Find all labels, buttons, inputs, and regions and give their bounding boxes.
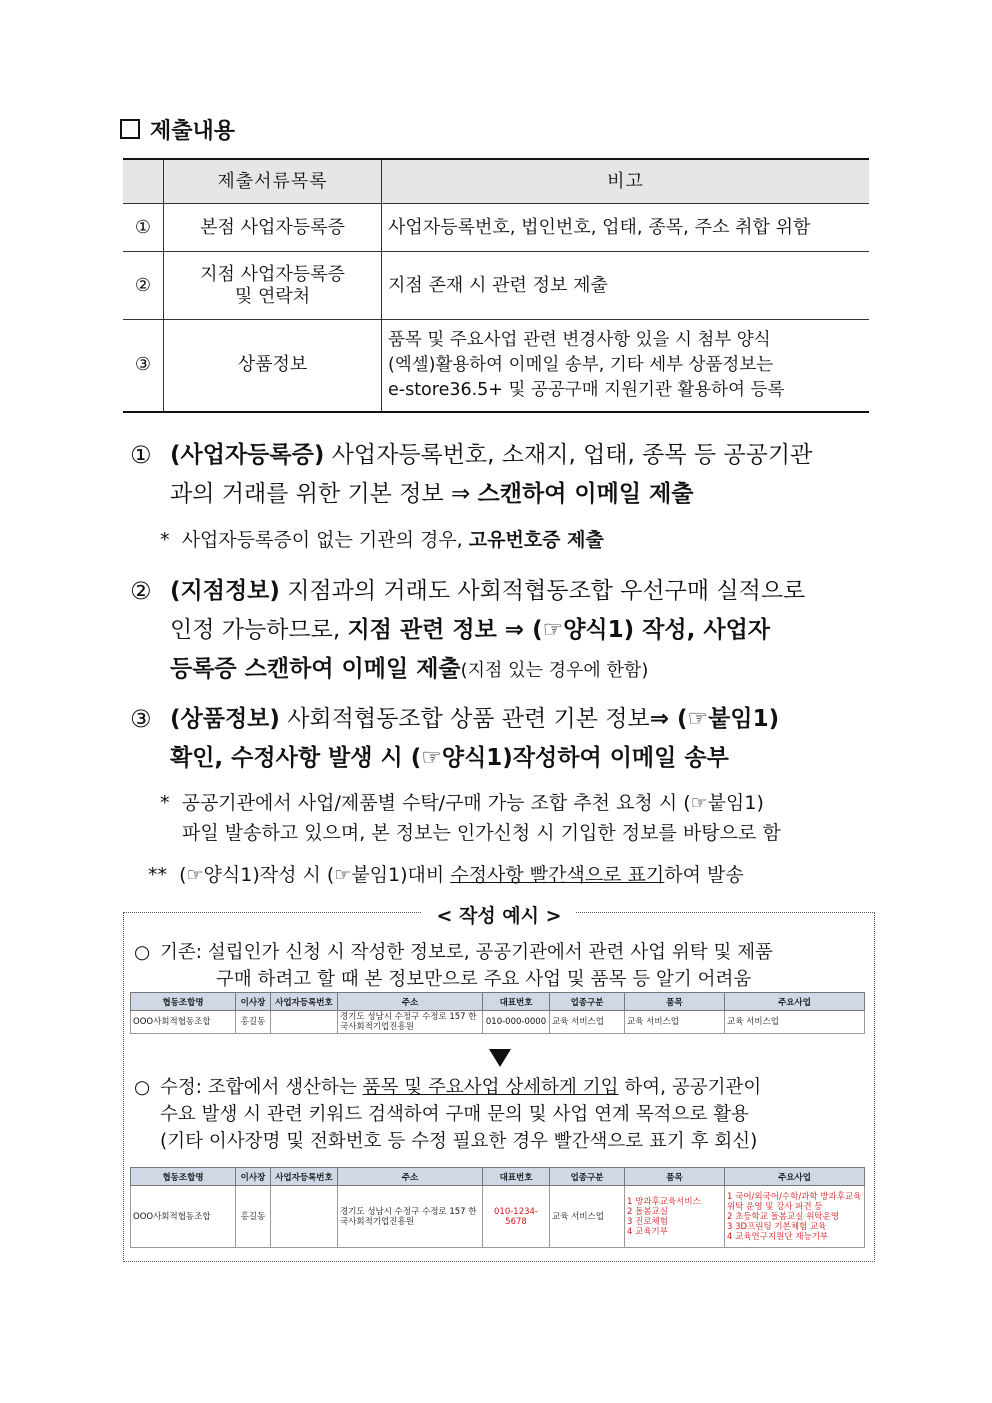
cell: 010-000-0000 xyxy=(483,1011,550,1034)
mini-header-row xyxy=(131,993,865,1011)
item-number: ① xyxy=(130,441,152,469)
bullet: ○ xyxy=(134,1077,151,1098)
checkbox-square-icon xyxy=(120,119,140,139)
col-header: 업종구분 xyxy=(550,1168,625,1186)
header-num xyxy=(123,159,164,204)
item-text: 과의 거래를 위한 기본 정보 ⇒ xyxy=(170,481,471,507)
section-title-text: 제출내용 xyxy=(150,119,236,144)
note-line xyxy=(160,788,875,818)
item-line xyxy=(170,611,875,650)
cell: 교육 서비스업 xyxy=(625,1011,725,1034)
item-line xyxy=(170,700,875,739)
example-line: (기타 이사장명 및 전화번호 등 수정 필요한 경우 빨간색으로 표기 후 회신) xyxy=(160,1131,758,1152)
item-small: (지점 있는 경우에 한함) xyxy=(460,660,649,681)
table-row xyxy=(123,320,869,412)
cell-line: 2 돌봄교실 xyxy=(627,1206,668,1217)
example-header xyxy=(124,901,874,928)
item-line xyxy=(170,436,875,475)
item-line xyxy=(170,572,875,611)
row-note-line: 품목 및 주요사업 관련 변경사항 있을 시 첨부 양식 xyxy=(388,329,771,350)
col-header: 주요사업 xyxy=(725,993,865,1011)
col-header: 협동조합명 xyxy=(131,1168,236,1186)
cell-items xyxy=(625,1186,725,1248)
note-mark: * xyxy=(160,529,170,551)
example-line: 수요 발생 시 관련 키워드 검색하여 구매 문의 및 사업 연계 목적으로 활용 xyxy=(160,1104,749,1125)
item-1 xyxy=(130,436,875,514)
item-bold: 스캔하여 이메일 제출 xyxy=(477,481,694,507)
example-before xyxy=(134,939,864,993)
item-text: 지점과의 거래도 사회적협동조합 우선구매 실적으로 xyxy=(287,578,806,604)
row-num: ② xyxy=(123,252,164,320)
section-title xyxy=(120,114,235,145)
cell: 홍길동 xyxy=(236,1011,271,1034)
cell xyxy=(271,1011,338,1034)
down-arrow-icon xyxy=(489,1049,511,1067)
bullet: ○ xyxy=(134,942,151,963)
row-note: 지점 존재 시 관련 정보 제출 xyxy=(382,252,870,320)
note xyxy=(148,860,744,890)
note-mark: * xyxy=(160,792,170,814)
cell: 경기도 성남시 수정구 수정로 157 한국사회적기업진흥원 xyxy=(338,1011,483,1034)
row-num: ① xyxy=(123,204,164,252)
row-note-line: e-store36.5+ 및 공공구매 지원기관 활용하여 등록 xyxy=(388,379,785,400)
row-doc xyxy=(164,252,382,320)
mini-header-row xyxy=(131,1168,865,1186)
item-bold: 지점 관련 정보 ⇒ (☞양식1) 작성, 사업자 xyxy=(347,617,771,643)
table-row xyxy=(123,252,869,320)
col-header: 업종구분 xyxy=(550,993,625,1011)
example-after xyxy=(134,1074,864,1155)
note-underlined: 수정사항 빨간색으로 표기 xyxy=(450,864,665,886)
example-text: 하여, 공공기관이 xyxy=(624,1077,762,1098)
col-header: 주요사업 xyxy=(725,1168,865,1186)
col-header: 주소 xyxy=(338,993,483,1011)
col-header: 대표번호 xyxy=(483,993,550,1011)
item-number: ② xyxy=(130,577,152,605)
note-text: 사업자등록증이 없는 기관의 경우, xyxy=(181,529,463,551)
row-note: 사업자등록번호, 법인번호, 업태, 종목, 주소 취합 위함 xyxy=(382,204,870,252)
item-line xyxy=(170,739,875,778)
cell: 교육 서비스업 xyxy=(725,1011,865,1034)
note-text: 하여 발송 xyxy=(664,864,744,886)
cell-line: 3 3D프린팅 기본체험 교육 xyxy=(727,1221,827,1232)
cell-line: 3 진로체험 xyxy=(627,1216,668,1227)
cell-red: 010-1234-5678 xyxy=(483,1186,550,1248)
after-table xyxy=(130,1167,865,1248)
example-box xyxy=(123,905,875,1262)
item-line xyxy=(170,475,875,514)
col-header: 이사장 xyxy=(236,1168,271,1186)
item-text: 사회적협동조합 상품 관련 기본 정보 xyxy=(287,706,650,732)
item-text: 인정 가능하므로, xyxy=(170,617,341,643)
col-header: 품목 xyxy=(625,993,725,1011)
row-doc-line: 및 연락처 xyxy=(234,285,311,307)
cell xyxy=(271,1186,338,1248)
row-note xyxy=(382,320,870,412)
row-note-line: (엑셀)활용하여 이메일 송부, 기타 세부 상품정보는 xyxy=(388,354,774,375)
col-header: 주소 xyxy=(338,1168,483,1186)
example-line xyxy=(160,1074,864,1101)
before-table xyxy=(130,992,865,1034)
item-bold: 확인, 수정사항 발생 시 (☞양식1)작성하여 이메일 송부 xyxy=(170,745,729,771)
item-2 xyxy=(130,572,875,690)
table-row xyxy=(131,1186,865,1248)
cell: 경기도 성남시 수정구 수정로 157 한국사회적기업진흥원 xyxy=(338,1186,483,1248)
row-doc: 상품정보 xyxy=(164,320,382,412)
col-header: 이사장 xyxy=(236,993,271,1011)
row-doc: 본점 사업자등록증 xyxy=(164,204,382,252)
cell-line: 4 교육연구지원단 재능기부 xyxy=(727,1231,829,1242)
header-note: 비고 xyxy=(382,159,870,204)
item-text: 사업자등록번호, 소재지, 업태, 종목 등 공공기관 xyxy=(331,442,813,468)
item-line xyxy=(170,650,875,690)
note-text: 파일 발송하고 있으며, 본 정보는 인가신청 시 기입한 정보를 바탕으로 함 xyxy=(182,822,781,844)
item-title: (상품정보) xyxy=(170,706,280,732)
submission-table xyxy=(123,158,869,413)
cell-line: 2 초등학교 돌봄교실 위탁운영 xyxy=(727,1211,840,1222)
col-header: 품목 xyxy=(625,1168,725,1186)
cell-line: 1 방과후교육서비스 xyxy=(627,1196,701,1207)
note-text: (☞양식1)작성 시 (☞붙임1)대비 xyxy=(179,864,445,886)
example-text: 수정: 조합에서 생산하는 xyxy=(160,1077,357,1098)
example-line: 구매 하려고 할 때 본 정보만으로 주요 사업 및 품목 등 알기 어려움 xyxy=(216,969,752,990)
item-3 xyxy=(130,700,875,778)
note-mark: ** xyxy=(148,864,167,886)
item-bold: 등록증 스캔하여 이메일 제출 xyxy=(170,656,461,682)
col-header: 협동조합명 xyxy=(131,993,236,1011)
note xyxy=(160,525,604,555)
cell-line: 1 국어/외국어/수학/과학 방과후교육 위탁 운영 및 강사 파견 등 xyxy=(727,1191,862,1212)
example-header-text: < 작성 예시 > xyxy=(422,905,575,927)
cell-line: 4 교육기부 xyxy=(627,1226,668,1237)
note xyxy=(160,788,875,848)
table-row xyxy=(123,204,869,252)
example-line: 기존: 설립인가 신청 시 작성한 정보로, 공공기관에서 관련 사업 위탁 및 제품 xyxy=(160,942,773,963)
row-num: ③ xyxy=(123,320,164,412)
cell-biz xyxy=(725,1186,865,1248)
cell: 홍길동 xyxy=(236,1186,271,1248)
item-number: ③ xyxy=(130,705,152,733)
item-bold: ⇒ (☞붙임1) xyxy=(649,706,780,732)
row-doc-line: 지점 사업자등록증 xyxy=(200,263,345,285)
col-header: 사업자등록번호 xyxy=(271,1168,338,1186)
col-header: 사업자등록번호 xyxy=(271,993,338,1011)
header-doc: 제출서류목록 xyxy=(164,159,382,204)
example-underlined: 품목 및 주요사업 상세하게 기입 xyxy=(362,1077,619,1098)
cell: OOO사회적협동조합 xyxy=(131,1186,236,1248)
table-header-row xyxy=(123,159,869,204)
cell: 교육 서비스업 xyxy=(550,1186,625,1248)
table-row xyxy=(131,1011,865,1034)
note-bold: 고유번호증 제출 xyxy=(468,529,604,551)
cell: 교육 서비스업 xyxy=(550,1011,625,1034)
item-title: (지점정보) xyxy=(170,578,280,604)
cell: OOO사회적협동조합 xyxy=(131,1011,236,1034)
item-title: (사업자등록증) xyxy=(170,442,325,468)
note-text: 공공기관에서 사업/제품별 수탁/구매 가능 조합 추천 요청 시 (☞붙임1) xyxy=(181,792,764,814)
col-header: 대표번호 xyxy=(483,1168,550,1186)
